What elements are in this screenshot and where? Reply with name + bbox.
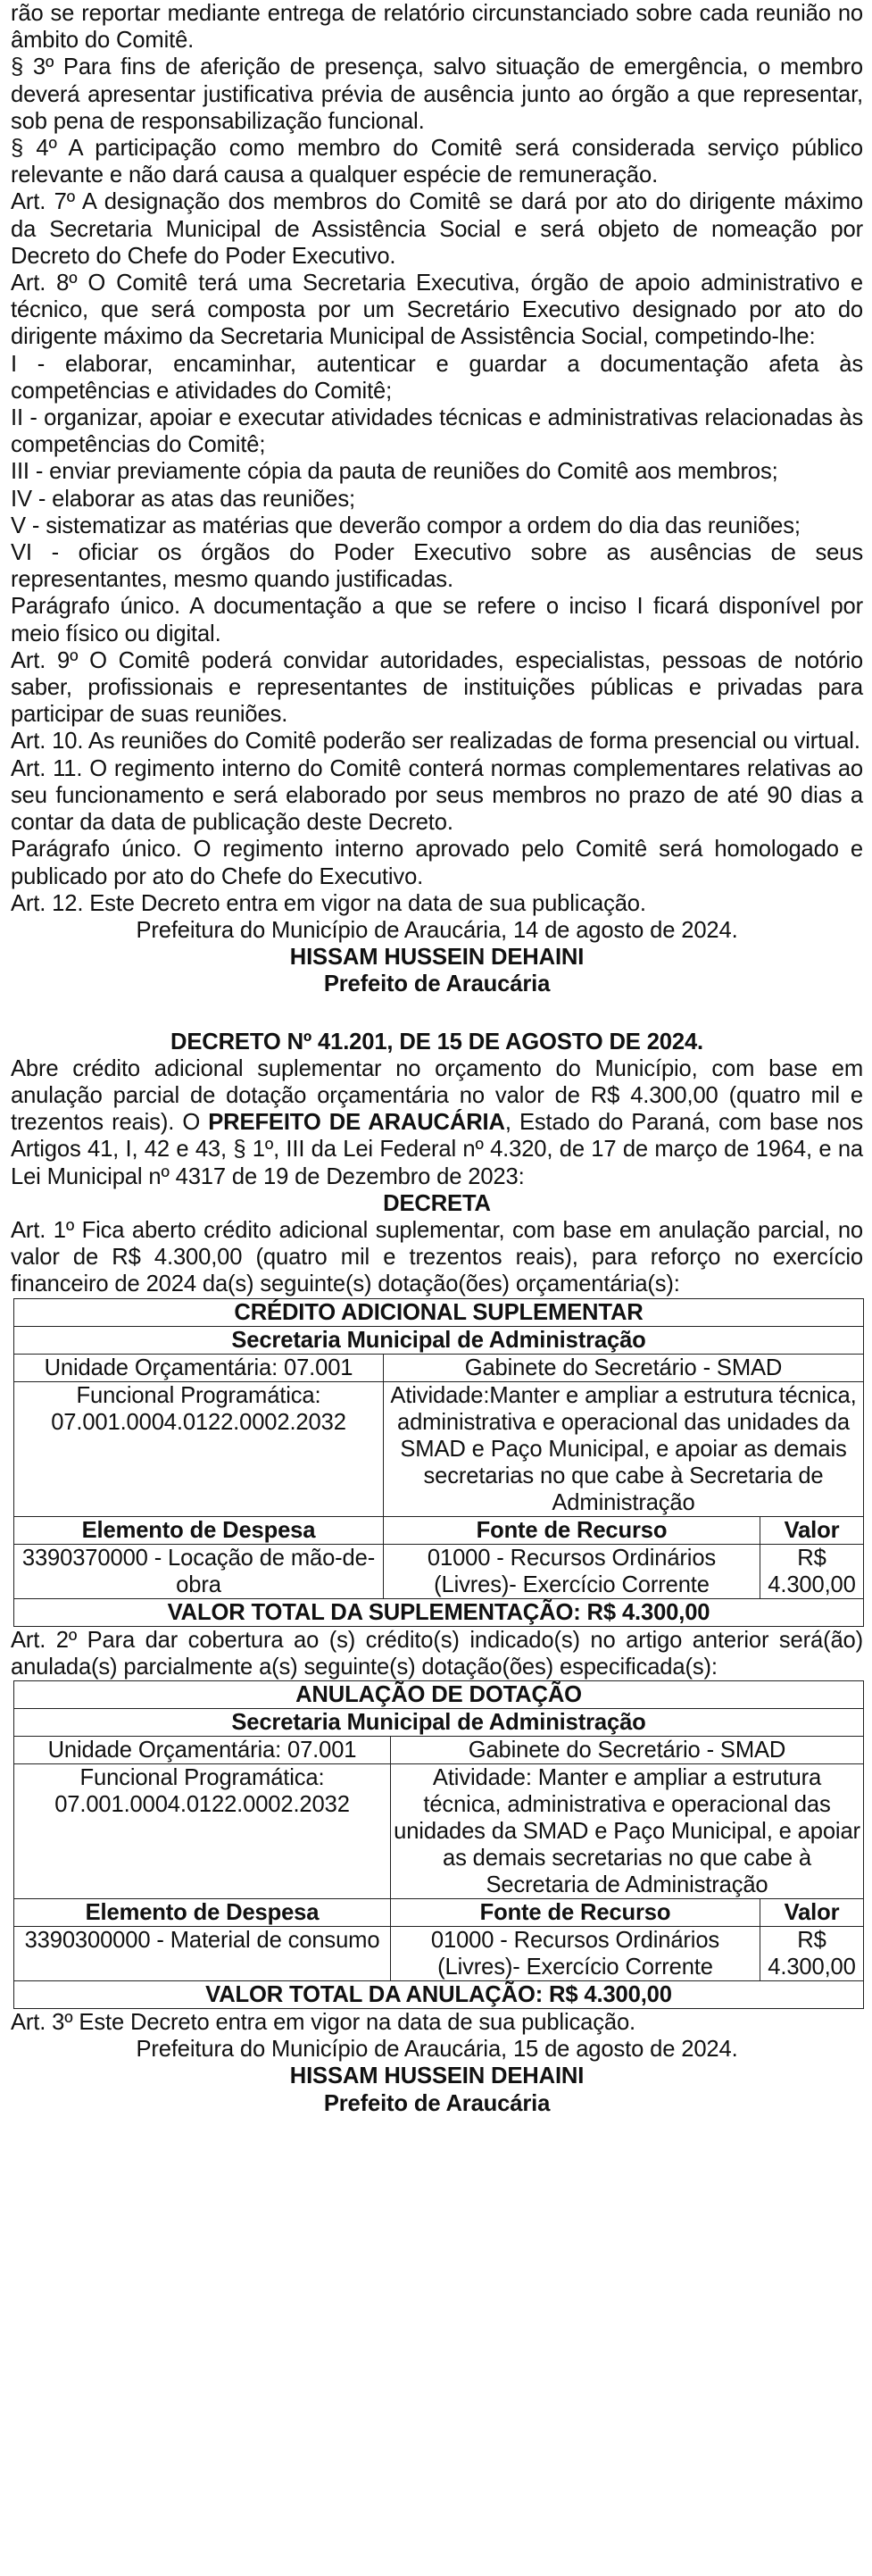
anulacao-total: VALOR TOTAL DA ANULAÇÃO: R$ 4.300,00: [14, 1980, 864, 2008]
decreta-heading: DECRETA: [383, 1190, 491, 1216]
credito-funcional: Funcional Programática: 07.001.0004.0122.0002.2032: [14, 1381, 384, 1516]
paragraph-art12: Art. 12. Este Decreto entra em vigor na data de sua publicação.: [11, 890, 646, 916]
credito-total: VALOR TOTAL DA SUPLEMENTAÇÃO: R$ 4.300,00: [14, 1598, 864, 1626]
paragraph-art8: Art. 8º O Comitê terá uma Secretaria Executiva, órgão de apoio administrativo e técnico, que será composta por um Secretário Executivo designado por ato do dirigente máximo da Secretaria Municipal de Assistência Social, competindo-lhe:: [11, 271, 863, 350]
intro-text-c: , Estado do Paraná, com base nos Artigos 41, I, 42 e 43, § 1º, III da Lei Federal nº 4.320, de 17 de março de 1964, e na Lei Municipal nº 4317 de 19 de Dezembro de 2023:: [11, 1110, 864, 1189]
anulacao-unidade: Unidade Orçamentária: 07.001: [14, 1736, 391, 1763]
paragraph-unico-art11: Parágrafo único. O regimento interno aprovado pelo Comitê será homologado e publicado por ato do Chefe do Executivo.: [11, 837, 863, 889]
anulacao-atividade: Atividade: Manter e ampliar a estrutura técnica, administrativa e operacional das unidades da SMAD e Paço Municipal, e apoiar as demais secretarias no que cabe à Secretaria de Administração: [391, 1763, 864, 1898]
paragraph-s3: § 3º Para fins de aferição de presença, salvo situação de emergência, o membro deverá apresentar justificativa prévia de ausência junto ao órgão a que representar, sob pena de responsabilização funcional.: [11, 54, 863, 134]
item-ii: II - organizar, apoiar e executar atividades técnicas e administrativas relacionadas às competências do Comitê;: [11, 405, 863, 458]
paragraph-art3: Art. 3º Este Decreto entra em vigor na data de sua publicação.: [11, 2009, 636, 2035]
paragraph-unico-art8: Parágrafo único. A documentação a que se refere o inciso I ficará disponível por meio físico ou digital.: [11, 594, 863, 646]
paragraph-art9: Art. 9º O Comitê poderá convidar autoridades, especialistas, pessoas de notório saber, profissionais e representantes de instituições públicas e privadas para participar de suas reuniões.: [11, 647, 863, 728]
anulacao-funcional: Funcional Programática: 07.001.0004.0122.0002.2032: [14, 1763, 391, 1898]
place-date: Prefeitura do Município de Araucária, 14 de agosto de 2024.: [136, 917, 738, 943]
anulacao-secretaria: Secretaria Municipal de Administração: [14, 1708, 864, 1736]
credito-atividade: Atividade:Manter e ampliar a estrutura técnica, administrativa e operacional das unidades da SMAD e Paço Municipal, e apoiar as demais secretarias no que cabe à Secretaria de Administração: [384, 1381, 864, 1516]
anulacao-header-elemento: Elemento de Despesa: [14, 1898, 391, 1926]
signer-name: HISSAM HUSSEIN DEHAINI: [289, 945, 585, 971]
paragraph-art7: Art. 7º A designação dos membros do Comitê se dará por ato do dirigente máximo da Secretaria Municipal de Assistência Social e será objeto de nomeação por Decreto do Chefe do Poder Executivo.: [11, 189, 863, 269]
anulacao-elemento: 3390300000 - Material de consumo: [14, 1926, 391, 1980]
intro-text-a: Abre crédito adicional suplementar no orçamento do Município, com base em anulação parcial de dotação orçamentária no valor de R$ 4.300,00 (quatro mil e trezentos reais). O: [11, 1055, 863, 1136]
item-vi: VI - oficiar os órgãos do Poder Executivo sobre as ausências de seus representantes, mesmo quando justificadas.: [11, 540, 863, 593]
credito-elemento: 3390370000 - Locação de mão-de-obra: [14, 1544, 384, 1598]
credito-table: [13, 1298, 864, 1627]
credito-header-fonte: Fonte de Recurso: [384, 1516, 760, 1544]
paragraph-art2: Art. 2º Para dar cobertura ao (s) crédito(s) indicado(s) no artigo anterior será(ão) anulada(s) parcialmente a(s) seguinte(s) dotação(ões) especificada(s):: [11, 1627, 863, 1680]
paragraph-art1: Art. 1º Fica aberto crédito adicional suplementar, com base em anulação parcial, no valor de R$ 4.300,00 (quatro mil e trezentos reais), para reforço no exercício financeiro de 2024 da(s) seguinte(s) dotação(ões) orçamentária(s):: [11, 1217, 863, 1297]
credito-table-title: CRÉDITO ADICIONAL SUPLEMENTAR: [14, 1298, 864, 1326]
decree-signer-name: HISSAM HUSSEIN DEHAINI: [289, 2063, 585, 2089]
paragraph-s4: § 4º A participação como membro do Comitê será considerada serviço público relevante e não dará causa a qualquer espécie de remuneração.: [11, 136, 863, 188]
item-iv: IV - elaborar as atas das reuniões;: [11, 486, 355, 512]
credito-fonte: 01000 - Recursos Ordinários (Livres)- Exercício Corrente: [384, 1544, 760, 1598]
credito-header-elemento: Elemento de Despesa: [14, 1516, 384, 1544]
anulacao-gabinete: Gabinete do Secretário - SMAD: [391, 1736, 864, 1763]
anulacao-table-title: ANULAÇÃO DE DOTAÇÃO: [14, 1680, 864, 1708]
anulacao-header-valor: Valor: [760, 1898, 864, 1926]
paragraph-art11: Art. 11. O regimento interno do Comitê conterá normas complementares relativas ao seu funcionamento e será elaborado por seus membros no prazo de até 90 dias a contar da data de publicação deste Decreto.: [11, 755, 863, 836]
credito-header-valor: Valor: [760, 1516, 864, 1544]
decree-signer-title: Prefeito de Araucária: [323, 2090, 551, 2116]
paragraph-continuation: rão se reportar mediante entrega de relatório circunstanciado sobre cada reunião no âmbito do Comitê.: [11, 1, 863, 54]
decree-intro: [11, 1055, 863, 1190]
credito-valor: R$ 4.300,00: [760, 1544, 864, 1598]
anulacao-header-fonte: Fonte de Recurso: [391, 1898, 760, 1926]
intro-prefeito: PREFEITO DE ARAUCÁRIA: [208, 1110, 505, 1136]
signer-title: Prefeito de Araucária: [323, 971, 551, 997]
document-page: [11, 0, 863, 2117]
item-i: I - elaborar, encaminhar, autenticar e guardar a documentação afeta às competências e atividades do Comitê;: [11, 351, 863, 404]
credito-unidade: Unidade Orçamentária: 07.001: [14, 1354, 384, 1381]
anulacao-valor: R$ 4.300,00: [760, 1926, 864, 1980]
item-v: V - sistematizar as matérias que deverão compor a ordem do dia das reuniões;: [11, 513, 801, 538]
credito-secretaria: Secretaria Municipal de Administração: [14, 1326, 864, 1354]
paragraph-art10: Art. 10. As reuniões do Comitê poderão ser realizadas de forma presencial ou virtual.: [11, 729, 860, 754]
credito-gabinete: Gabinete do Secretário - SMAD: [384, 1354, 864, 1381]
item-iii: III - enviar previamente cópia da pauta de reuniões do Comitê aos membros;: [11, 459, 778, 485]
decree-title: DECRETO Nº 41.201, DE 15 DE AGOSTO DE 2024.: [170, 1029, 703, 1055]
decree-place-date: Prefeitura do Município de Araucária, 15 de agosto de 2024.: [136, 2037, 738, 2063]
anulacao-fonte: 01000 - Recursos Ordinários (Livres)- Exercício Corrente: [391, 1926, 760, 1980]
anulacao-table: [13, 1680, 864, 2009]
